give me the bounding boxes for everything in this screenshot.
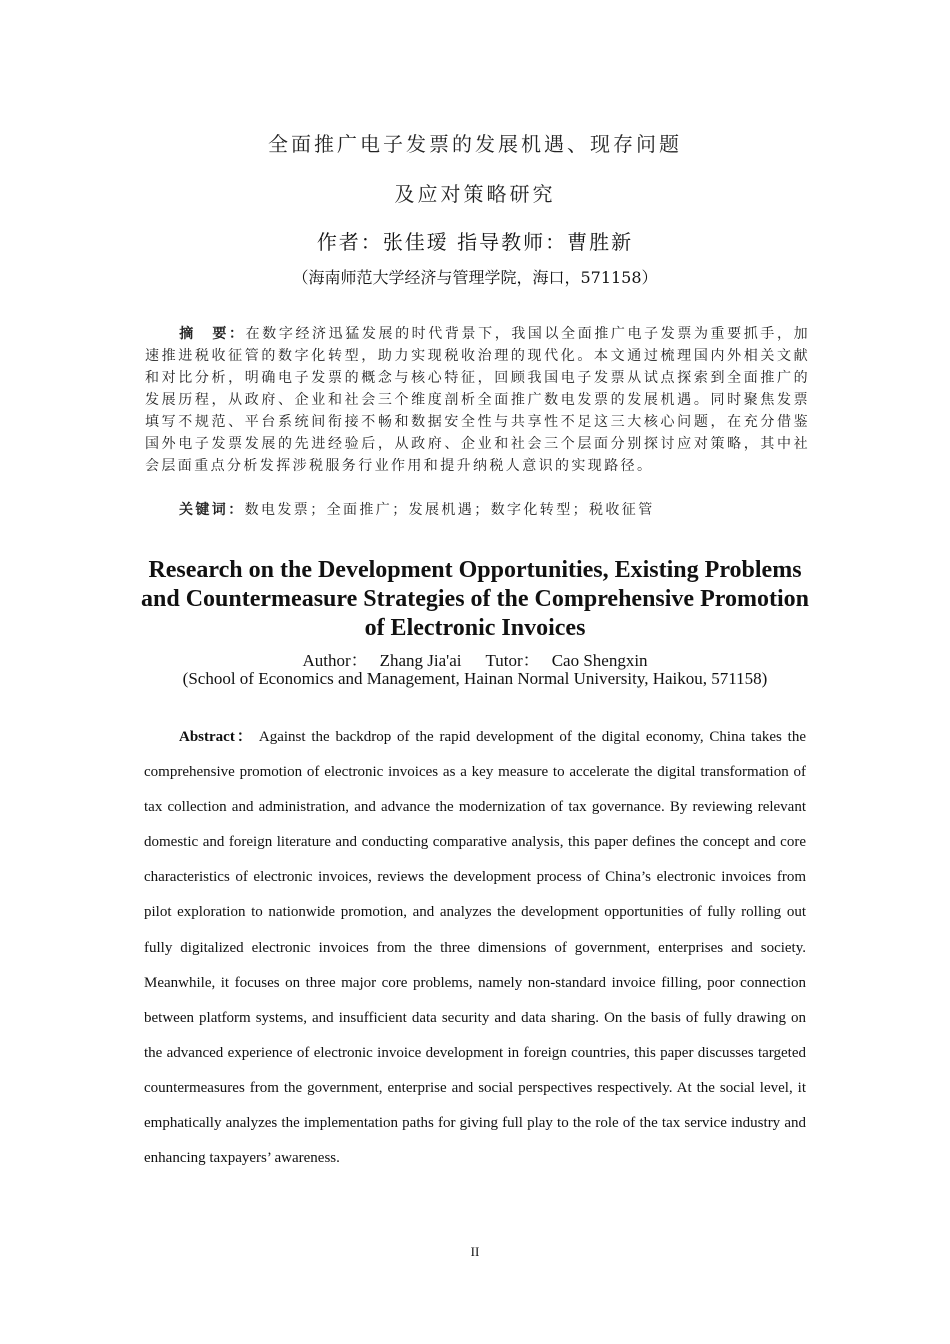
cn-title-line-1: 全面推广电子发票的发展机遇、现存问题 [268, 132, 682, 156]
en-abstract [144, 720, 806, 1176]
cn-affiliation: （海南师范大学经济与管理学院，海口，571158） [292, 268, 658, 287]
en-affiliation: (School of Economics and Management, Hainan Normal University, Haikou, 571158) [182, 669, 768, 688]
cn-abstract [145, 323, 810, 477]
en-author-name: Zhang Jia'ai [379, 651, 462, 670]
cn-abstract-label: 摘 要： [179, 326, 246, 342]
en-abstract-label: Abstract： [179, 729, 254, 745]
cn-tutor-label: 指导教师： [457, 230, 568, 254]
en-title: Research on the Development Opportunities, Existing Problems and Countermeasure Strategies of the Comprehensive Promotion of Electronic Invoices [141, 557, 809, 641]
page-number: II [470, 1244, 480, 1259]
en-tutor-label: Tutor： [485, 651, 540, 670]
cn-author-name: 张佳瑷 [382, 230, 449, 254]
en-author-label: Author： [302, 651, 368, 670]
cn-abstract-text: 在数字经济迅猛发展的时代背景下，我国以全面推广电子发票为重要抓手，加速推进税收征管的数字化转型，助力实现税收治理的现代化。本文通过梳理国内外相关文献和对比分析，明确电子发票的概念与核心特征，回顾我国电子发票从试点探索到全面推广的发展历程，从政府、企业和社会三个维度剖析全面推广数电发票的发展机遇。同时聚焦发票填写不规范、平台系统间衔接不畅和数据安全性与共享性不足这三大核心问题，在充分借鉴国外电子发票发展的先进经验后，从政府、企业和社会三个层面分别探讨应对策略，其中社会层面重点分析发挥涉税服务行业作用和提升纳税人意识的实现路径。 [145, 326, 810, 474]
en-abstract-text: Against the backdrop of the rapid development of the digital economy, China takes the comprehensive promotion of electronic invoices as a key measure to accelerate the digital transformation of tax collection and administration, and advance the modernization of tax governance. By reviewing relevant domestic and foreign literature and conducting comparative analysis, this paper defines the concept and core characteristics of electronic invoices, reviews the development process of China’s electronic invoices from pilot exploration to nationwide promotion, and analyzes the development opportunities of fully rolling out fully digitalized electronic invoices from the three dimensions of government, enterprises and society. Meanwhile, it focuses on three major core problems, namely non-standard invoice filling, poor connection between platform systems, and insufficient data security and data sharing. On the basis of fully drawing on the advanced experience of electronic invoice development in foreign countries, this paper discusses targeted countermeasures from the government, enterprise and social perspectives respectively. At the social level, it emphatically analyzes the implementation paths for giving full play to the role of the tax service industry and enhancing taxpayers’ awareness. [144, 729, 806, 1167]
cn-author-line [0, 226, 950, 255]
cn-keywords [179, 499, 819, 521]
cn-keywords-label: 关键词： [179, 502, 245, 518]
cn-keywords-text: 数电发票；全面推广；发展机遇；数字化转型；税收征管 [244, 502, 655, 518]
cn-author-label: 作者： [316, 230, 383, 254]
en-author-line [0, 646, 950, 671]
en-tutor-name: Cao Shengxin [551, 651, 648, 670]
cn-title-line-2: 及应对策略研究 [394, 182, 556, 206]
cn-tutor-name: 曹胜新 [567, 230, 634, 254]
